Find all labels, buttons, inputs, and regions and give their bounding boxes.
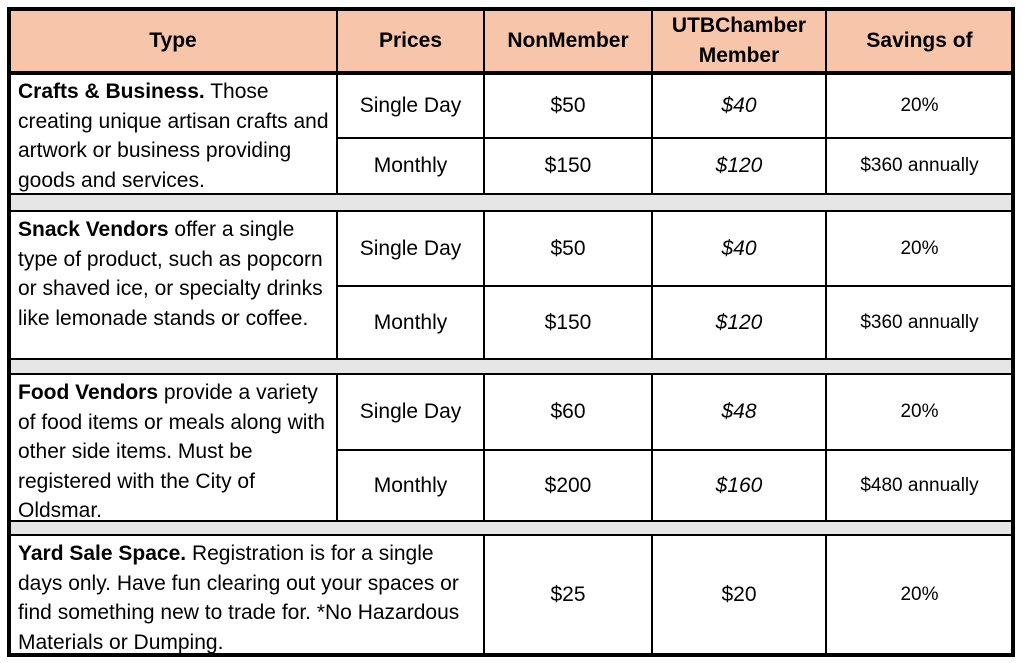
section-text: provide a variety of food items or meals along with other side items. Must be registered with the City of Oldsmar. — [18, 381, 325, 521]
section-description — [9, 73, 337, 194]
savings-cell: $360 annually — [826, 138, 1013, 194]
header-member — [652, 9, 826, 73]
nonmember-price-cell: $50 — [484, 211, 652, 286]
nonmember-price-cell: $60 — [484, 374, 652, 450]
header-nonmember: NonMember — [484, 9, 652, 73]
nonmember-price-cell: $50 — [484, 73, 652, 138]
section-separator — [9, 359, 1013, 374]
price-type-cell: Monthly — [337, 138, 484, 194]
price-type-cell: Single Day — [337, 73, 484, 138]
header-type: Type — [9, 9, 337, 73]
savings-cell: 20% — [826, 374, 1013, 450]
savings-cell: 20% — [826, 73, 1013, 138]
section-separator — [9, 521, 1013, 535]
member-price-cell: $48 — [652, 374, 826, 450]
section-title: Crafts & Business. — [18, 80, 205, 103]
savings-cell: $360 annually — [826, 286, 1013, 359]
section-title: Food Vendors — [18, 381, 159, 404]
header-member-line1: UTBChamber — [671, 14, 807, 37]
header-rule — [7, 71, 1015, 75]
member-price-cell: $160 — [652, 450, 826, 521]
header-savings: Savings of — [826, 9, 1013, 73]
section-description — [9, 211, 337, 359]
nonmember-price-cell: $150 — [484, 138, 652, 194]
section-title: Yard Sale Space. — [18, 542, 187, 565]
price-type-cell: Single Day — [337, 211, 484, 286]
member-price-cell: $120 — [652, 286, 826, 359]
price-type-cell: Monthly — [337, 450, 484, 521]
table-border — [7, 653, 1015, 657]
price-type-cell: Single Day — [337, 374, 484, 450]
section-title: Snack Vendors — [18, 218, 169, 241]
member-price-cell: $40 — [652, 73, 826, 138]
savings-cell: 20% — [826, 211, 1013, 286]
member-price-cell: $120 — [652, 138, 826, 194]
table-border — [7, 7, 1015, 11]
section-text: Registration is for a single days only. Have fun clearing out your spaces or find something new to trade for. *No Hazardous Materials or Dumping. — [18, 542, 460, 654]
header-member-line2: Member — [698, 44, 780, 67]
price-type-cell: Monthly — [337, 286, 484, 359]
section-description — [9, 535, 484, 655]
member-price-cell: $40 — [652, 211, 826, 286]
section-separator — [9, 194, 1013, 211]
nonmember-price-cell: $25 — [484, 535, 652, 655]
section-text: offer a single type of product, such as popcorn or shaved ice, or specialty drinks like lemonade stands or coffee. — [18, 218, 323, 330]
nonmember-price-cell: $150 — [484, 286, 652, 359]
member-price-cell: $20 — [652, 535, 826, 655]
table-border — [1011, 7, 1015, 657]
section-description — [9, 374, 337, 521]
nonmember-price-cell: $200 — [484, 450, 652, 521]
savings-cell: 20% — [826, 535, 1013, 655]
section-text: Those creating unique artisan crafts and artwork or business providing goods and services. — [18, 80, 329, 192]
header-prices: Prices — [337, 9, 484, 73]
savings-cell: $480 annually — [826, 450, 1013, 521]
table-border — [7, 7, 11, 657]
